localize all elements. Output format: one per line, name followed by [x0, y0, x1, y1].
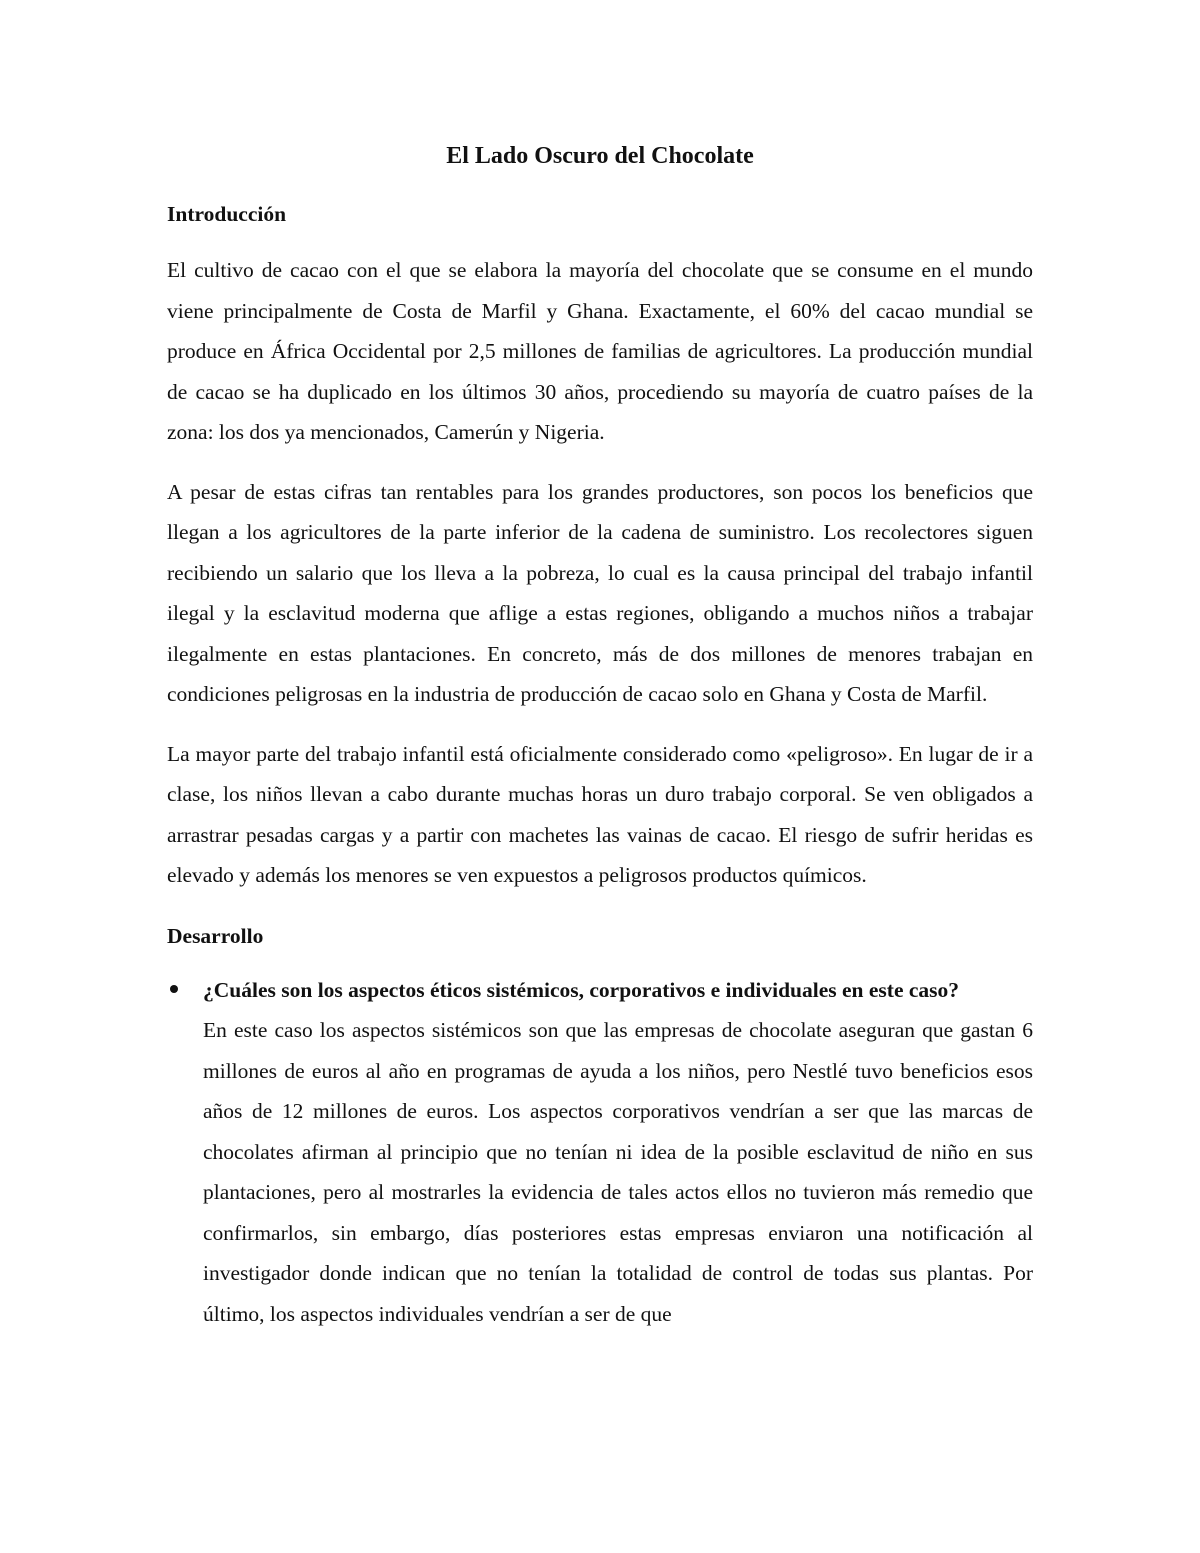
development-list [167, 970, 1033, 1335]
bullet-icon [170, 985, 178, 993]
document-title: El Lado Oscuro del Chocolate [446, 143, 754, 169]
intro-paragraph: A pesar de estas cifras tan rentables para los grandes productores, son pocos los beneficios que llegan a los agricultores de la parte inferior de la cadena de suministro. Los recolectores siguen recibiendo un salario que los lleva a la pobreza, lo cual es la causa principal del trabajo infantil ilegal y la esclavitud moderna que aflige a estas regiones, obligando a muchos niños a trabajar ilegalmente en estas plantaciones. En concreto, más de dos millones de menores trabajan en condiciones peligrosas en la industria de producción de cacao solo en Ghana y Costa de Marfil. [167, 479, 1033, 706]
list-item [167, 970, 1033, 1335]
bullet-question: ¿Cuáles son los aspectos éticos sistémicos, corporativos e individuales en este caso? [203, 977, 960, 1002]
section-heading-introduction: Introducción [167, 202, 287, 226]
intro-paragraph: La mayor parte del trabajo infantil está oficialmente considerado como «peligroso». En lugar de ir a clase, los niños llevan a cabo durante muchas horas un duro trabajo corporal. Se ven obligados a arrastrar pesadas cargas y a partir con machetes las vainas de cacao. El riesgo de sufrir heridas es elevado y además los menores se ven expuestos a peligrosos productos químicos. [167, 741, 1033, 887]
section-heading-development: Desarrollo [167, 923, 264, 948]
bullet-answer: En este caso los aspectos sistémicos son que las empresas de chocolate aseguran que gastan 6 millones de euros al año en programas de ayuda a los niños, pero Nestlé tuvo beneficios esos años de 12 millones de euros. Los aspectos corporativos vendrían a ser que las marcas de chocolates afirman al principio que no tenían ni idea de la posible esclavitud de niño en sus plantaciones, pero al mostrarles la evidencia de tales actos ellos no tuvieron más remedio que confirmarlos, sin embargo, días posteriores estas empresas enviaron una notificación al investigador donde indican que no tenían la totalidad de control de todas sus plantas. Por último, los aspectos individuales vendrían a ser de que [203, 1018, 1033, 1326]
intro-paragraph: El cultivo de cacao con el que se elabora la mayoría del chocolate que se consume en el mundo viene principalmente de Costa de Marfil y Ghana. Exactamente, el 60% del cacao mundial se produce en África Occidental por 2,5 millones de familias de agricultores. La producción mundial de cacao se ha duplicado en los últimos 30 años, procediendo su mayoría de cuatro países de la zona: los dos ya mencionados, Camerún y Nigeria. [167, 258, 1033, 444]
document-body [167, 140, 1033, 1334]
